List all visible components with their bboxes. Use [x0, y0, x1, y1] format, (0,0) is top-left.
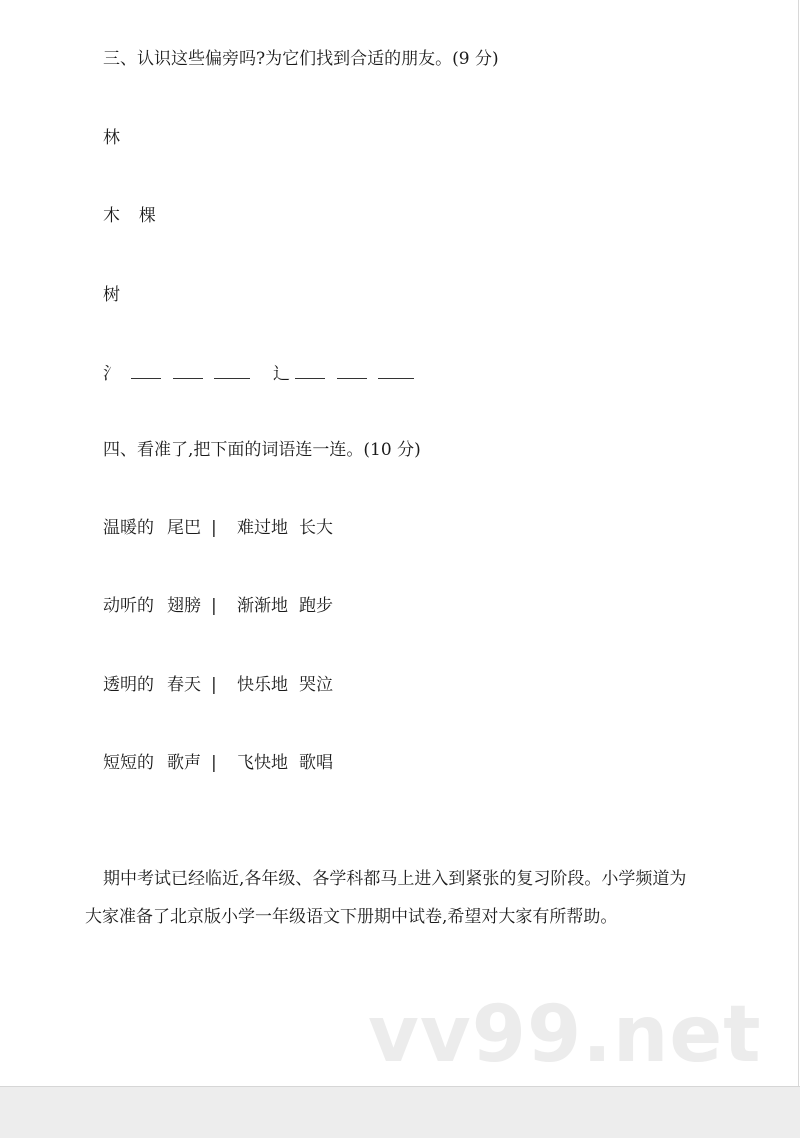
- section-3-title: 三、认识这些偏旁吗?为它们找到合适的朋友。(9 分): [103, 49, 499, 69]
- blank-line[interactable]: [214, 364, 250, 379]
- closing-paragraph: 期中考试已经临近,各年级、各学科都马上进入到紧张的复习阶段。小学频道为大家准备了北京版小学一年级语文下册期中试卷,希望对大家有所帮助。: [85, 869, 687, 927]
- noun-word: 尾巴: [167, 518, 201, 538]
- blank-line[interactable]: [131, 364, 161, 379]
- verb-word: 长大: [299, 518, 333, 538]
- separator-bar: |: [211, 596, 217, 616]
- adjective-word: 短短的: [103, 753, 154, 773]
- match-row: [103, 751, 333, 775]
- verb-word: 歌唱: [299, 753, 333, 773]
- char-mu: 木: [103, 206, 120, 226]
- radical-walk: 辶: [273, 364, 291, 384]
- char-ke: 棵: [138, 206, 156, 226]
- adverb-word: 飞快地: [237, 753, 288, 773]
- separator-bar: |: [211, 518, 217, 538]
- adverb-word: 难过地: [237, 518, 288, 538]
- adjective-word: 透明的: [103, 675, 154, 695]
- adjective-word: 动听的: [103, 596, 154, 616]
- char-row-mu-ke: [103, 204, 156, 228]
- noun-word: 翅膀: [167, 596, 201, 616]
- separator-bar: |: [211, 753, 217, 773]
- section-4-title: 四、看准了,把下面的词语连一连。(10 分): [103, 440, 421, 460]
- adjective-word: 温暖的: [103, 518, 154, 538]
- noun-word: 歌声: [167, 753, 201, 773]
- verb-word: 跑步: [299, 596, 333, 616]
- page-bottom-gap: [0, 1086, 800, 1138]
- match-row: [103, 673, 333, 697]
- blank-line[interactable]: [378, 364, 414, 379]
- char-shu: 树: [103, 285, 120, 305]
- blank-line[interactable]: [295, 364, 325, 379]
- blank-line[interactable]: [337, 364, 367, 379]
- char-lin: 林: [103, 128, 120, 148]
- adverb-word: 渐渐地: [237, 596, 288, 616]
- adverb-word: 快乐地: [237, 675, 288, 695]
- match-row: [103, 594, 333, 618]
- radical-blanks-row: [103, 362, 414, 386]
- noun-word: 春天: [167, 675, 201, 695]
- radical-water: 氵: [103, 364, 120, 384]
- site-watermark: vv99.net: [368, 990, 762, 1080]
- match-row: [103, 516, 333, 540]
- separator-bar: |: [211, 675, 217, 695]
- blank-line[interactable]: [173, 364, 203, 379]
- verb-word: 哭泣: [299, 675, 333, 695]
